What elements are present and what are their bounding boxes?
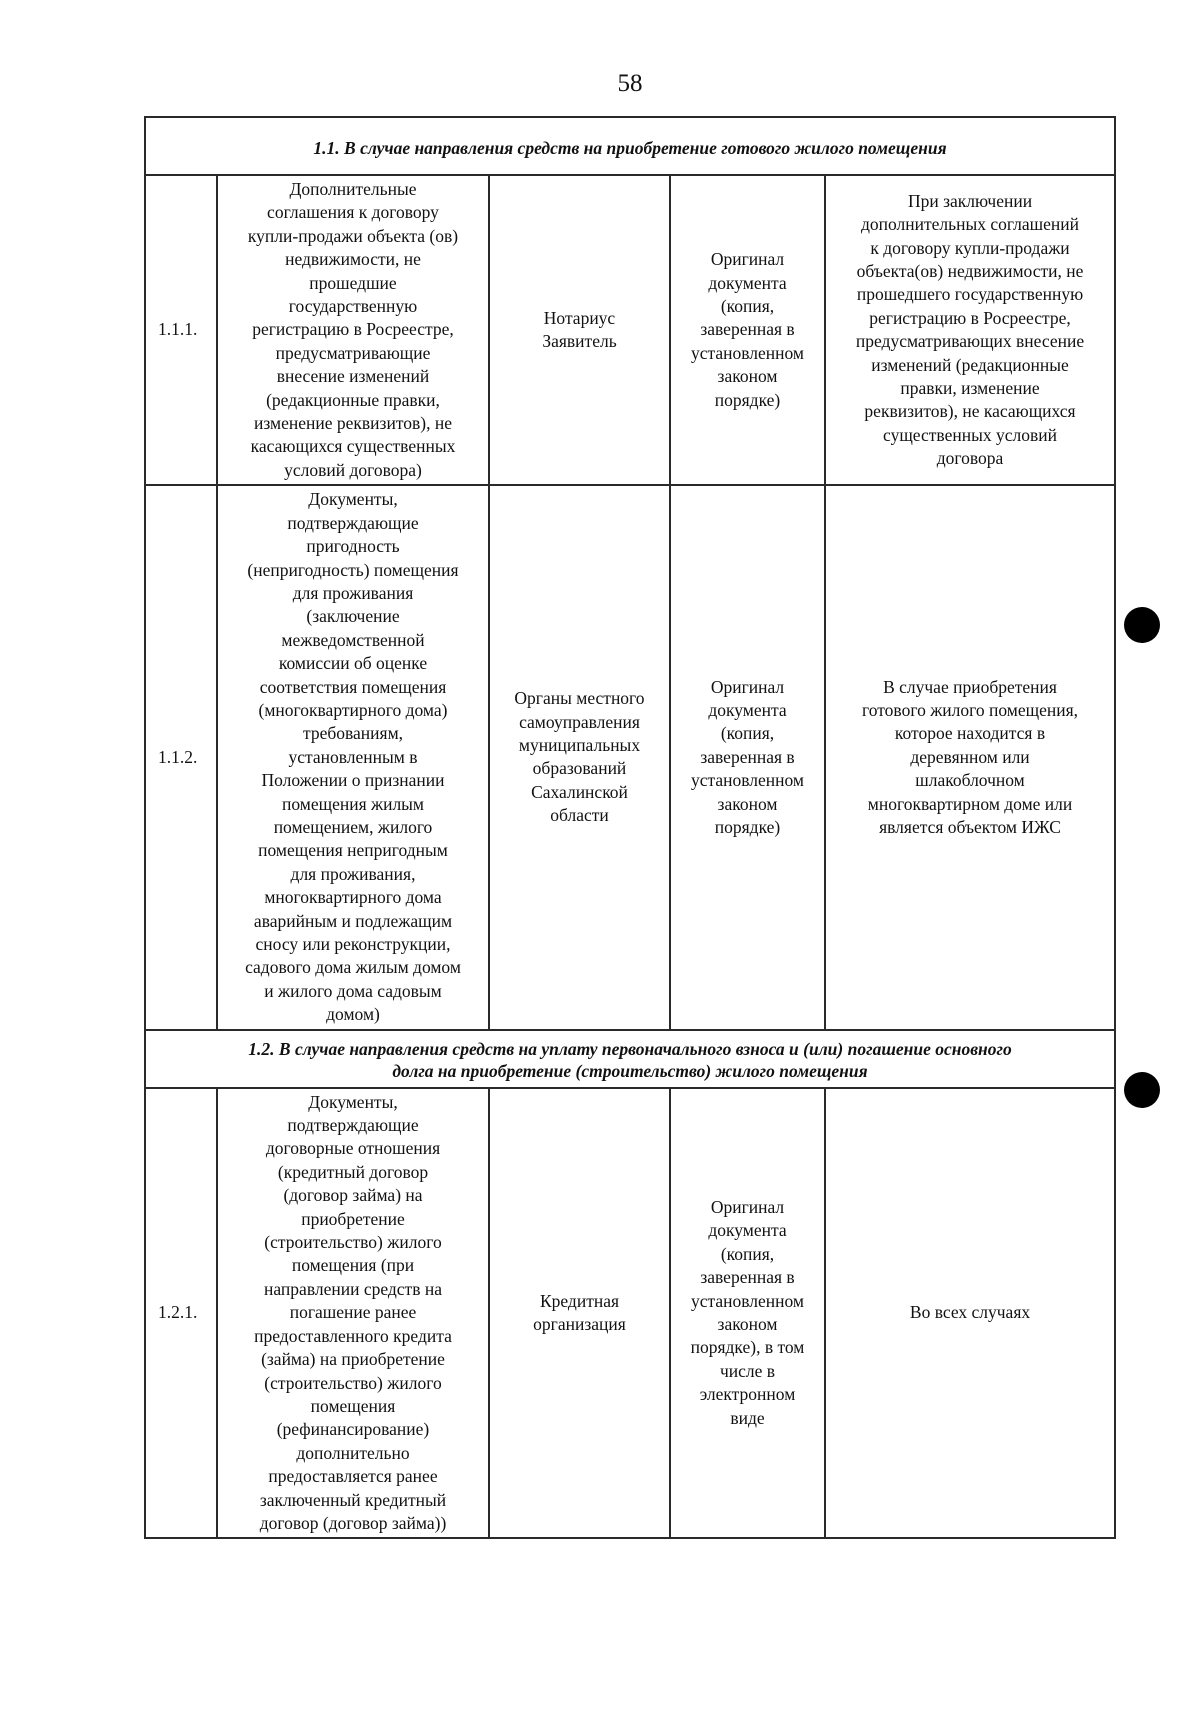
- source-cell: [489, 1088, 670, 1539]
- condition-text: При заключении дополнительных соглашений к договору купли-продажи объекта(ов) недвижимости, не прошедшего государственную регистрацию в Росреестре, предусматривающих внесение изменений (редакционные правки, изменение реквизитов), не касающихся существенных условий договора: [855, 190, 1085, 469]
- form-cell: [670, 485, 825, 1029]
- row-number-text: 1.2.1.: [158, 1302, 198, 1323]
- document-cell: [217, 175, 489, 485]
- row-number-text: 1.1.2.: [158, 746, 198, 767]
- condition-text: В случае приобретения готового жилого помещения, которое находится в деревянном или шлакоблочном многоквартирном доме или является объектом ИЖС: [862, 676, 1079, 837]
- document-text: Документы, подтверждающие пригодность (непригодность) помещения для проживания (заключение межведомственной комиссии об оценке соответствия помещения (многоквартирного дома) требованиям, установленным в Положении о признании помещения жилым помещением, жилого помещения непригодным для проживания, многоквартирного дома аварийным и подлежащим сносу или реконструкции, садового дома жилым домом и жилого дома садовым домом): [245, 489, 461, 1025]
- row-number: [145, 175, 217, 485]
- row-number: [145, 1088, 217, 1539]
- table-row: [145, 1088, 1115, 1539]
- section-header-row: [145, 1030, 1115, 1088]
- section-title: [145, 117, 1115, 175]
- form-text: Оригинал документа (копия, заверенная в установленном законом порядке), в том числе в электронном виде: [690, 1196, 805, 1428]
- form-text: Оригинал документа (копия, заверенная в установленном законом порядке): [690, 676, 804, 837]
- section-title-text: 1.1. В случае направления средств на приобретение готового жилого помещения: [313, 137, 947, 158]
- documents-table: [144, 116, 1116, 1539]
- section-title-text: 1.2. В случае направления средств на уплату первоначального взноса и (или) погашение основного долга на приобретение (строительство) жилого помещения: [248, 1039, 1012, 1082]
- table-row: [145, 485, 1115, 1029]
- punch-hole-dot: [1124, 1072, 1160, 1108]
- form-cell: [670, 1088, 825, 1539]
- table-row: [145, 175, 1115, 485]
- condition-cell: [825, 175, 1115, 485]
- row-number-text: 1.1.1.: [158, 319, 198, 340]
- section-header-row: [145, 117, 1115, 175]
- form-text: Оригинал документа (копия, заверенная в установленном законом порядке): [690, 249, 804, 410]
- page-number: 58: [617, 70, 643, 97]
- condition-cell: [825, 1088, 1115, 1539]
- document-text: Дополнительные соглашения к договору купли-продажи объекта (ов) недвижимости, не прошедшие государственную регистрацию в Росреестре, предусматривающие внесение изменений (редакционные правки, изменение реквизитов), не касающихся существенных условий договора): [247, 179, 459, 480]
- document-cell: [217, 1088, 489, 1539]
- source-text: Нотариус Заявитель: [542, 307, 617, 352]
- source-cell: [489, 175, 670, 485]
- document-text: Документы, подтверждающие договорные отношения (кредитный договор (договор займа) на приобретение (строительство) жилого помещения (при направлении средств на погашение ранее предоставленного кредита (займа) на приобретение (строительство) жилого помещения (рефинансирование) дополнительно предоставляется ранее заключенный кредитный договор (договор займа)): [254, 1091, 452, 1533]
- condition-text: Во всех случаях: [909, 1302, 1031, 1323]
- source-text: Органы местного самоуправления муниципальных образований Сахалинской области: [514, 688, 645, 826]
- source-cell: [489, 485, 670, 1029]
- section-title: [145, 1030, 1115, 1088]
- form-cell: [670, 175, 825, 485]
- row-number: [145, 485, 217, 1029]
- condition-cell: [825, 485, 1115, 1029]
- punch-hole-dot: [1124, 607, 1160, 643]
- document-cell: [217, 485, 489, 1029]
- source-text: Кредитная организация: [533, 1290, 626, 1334]
